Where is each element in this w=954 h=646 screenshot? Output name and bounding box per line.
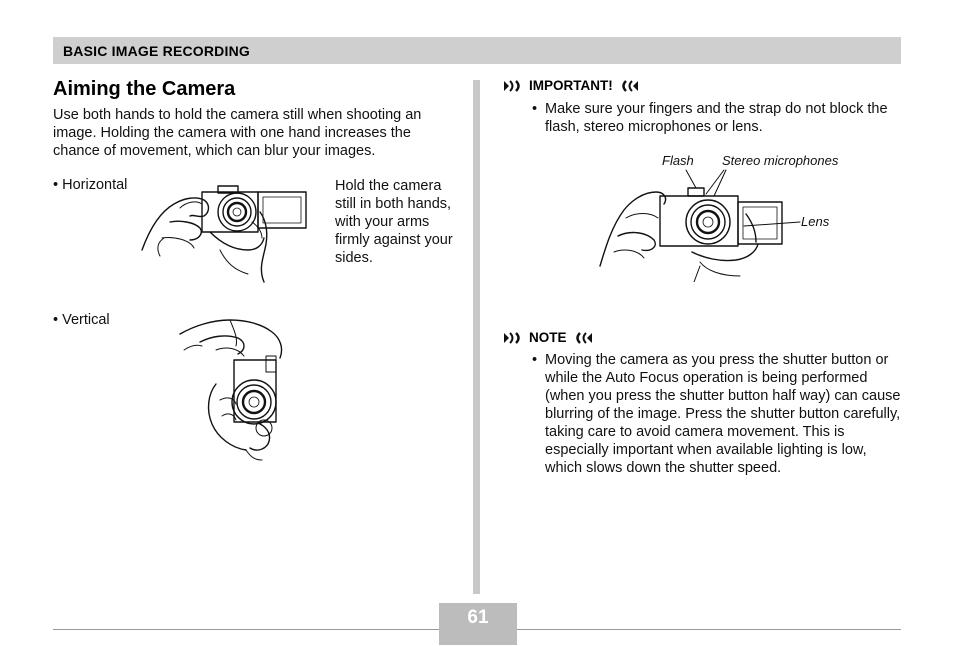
note-heading [503, 330, 593, 345]
horizontal-hold-illustration [140, 178, 330, 283]
page-number: 61 [467, 607, 489, 628]
horizontal-label: • Horizontal [53, 177, 128, 193]
note-right-marks-icon [573, 332, 593, 344]
section-header-bar [53, 37, 901, 64]
section-header-title: BASIC IMAGE RECORDING [63, 43, 250, 59]
vertical-hold-illustration [176, 316, 288, 461]
page-number-badge [439, 603, 517, 645]
hold-description: Hold the camera still in both hands, with your arms firmly against your sides. [335, 178, 453, 266]
important-text-body: Make sure your fingers and the strap do not block the flash, stereo microphones or lens. [545, 101, 888, 135]
note-text [532, 351, 902, 477]
important-bullet: • [532, 101, 538, 117]
lens-callout: Lens [801, 214, 830, 229]
column-divider [473, 80, 480, 594]
important-left-marks-icon [503, 80, 523, 92]
important-text [532, 100, 902, 136]
important-right-marks-icon [619, 80, 639, 92]
note-text-body: Moving the camera as you press the shutter button or while the Auto Focus operation is being performed (when you press the shutter button half way) can cause blurring of the image. Press the shutter button carefully, taking care to avoid camera movement. This is especially important when available lighting is low, which slows down the shutter speed. [545, 352, 901, 476]
stereo-microphones-callout: Stereo microphones [722, 153, 839, 168]
camera-callout-illustration [596, 166, 802, 282]
vertical-label: • Vertical [53, 312, 110, 328]
page-title: Aiming the Camera [53, 78, 236, 100]
note-left-marks-icon [503, 332, 523, 344]
note-bullet: • [532, 352, 538, 368]
note-heading-label: NOTE [529, 330, 567, 345]
important-heading [503, 78, 639, 93]
intro-paragraph: Use both hands to hold the camera still when shooting an image. Holding the camera with one hand increases the chance of movement, which can blur your images. [53, 107, 422, 159]
important-heading-label: IMPORTANT! [529, 78, 613, 93]
flash-callout: Flash [662, 153, 694, 168]
